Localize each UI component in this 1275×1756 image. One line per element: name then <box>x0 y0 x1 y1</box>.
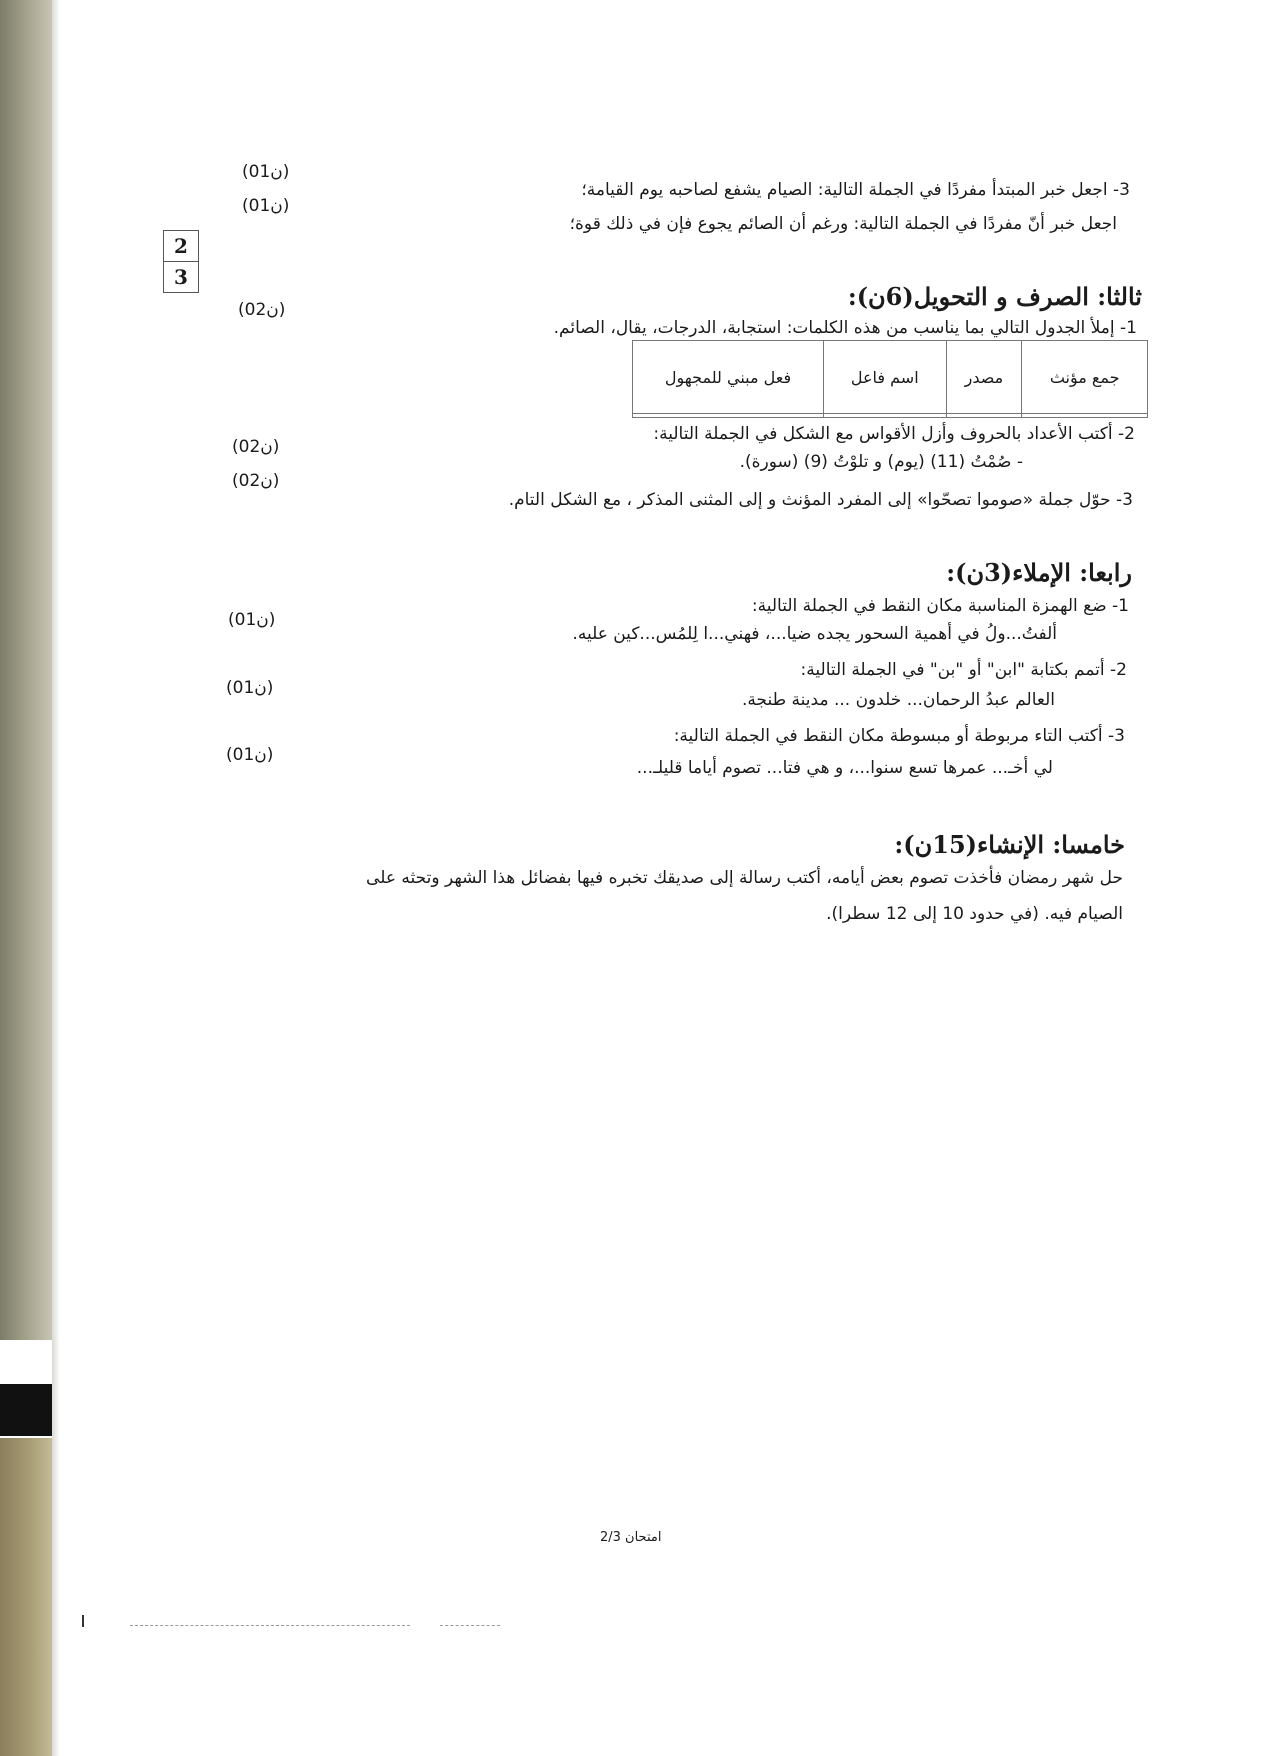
q2-3b-text: اجعل خبر أنّ مفردًا في الجملة التالية: ورغم أن الصائم يجوع فإن في ذلك قوة؛ <box>569 214 1117 234</box>
s4-q2-sentence: العالم عبدُ الرحمان... خلدون ... مدينة طنجة. <box>741 690 1055 710</box>
s4-q3-sentence: لي أخـ... عمرها تسع سنوا...، و هي فتا... تصوم أياما قليلـ... <box>636 758 1053 778</box>
page-footer: امتحان 2/3 <box>600 1530 662 1545</box>
s3-q3-text: 3- حوّل جملة «صوموا تصحّوا» إلى المفرد المؤنث و إلى المثنى المذكر ، مع الشكل التام. <box>508 490 1133 510</box>
scan-tick-mark <box>82 1615 84 1627</box>
s3-q2-text: 2- أكتب الأعداد بالحروف وأزل الأقواس مع الشكل في الجملة التالية: <box>653 424 1135 444</box>
s3-q3-mark: (02ن) <box>232 471 280 491</box>
table-answer-row <box>633 414 1148 418</box>
q2-3-text: 3- اجعل خبر المبتدأ مفردًا في الجملة التالية: الصيام يشفع لصاحبه يوم القيامة؛ <box>581 180 1130 200</box>
table-header-cell: مصدر <box>946 341 1022 414</box>
s4-q3-text: 3- أكتب التاء مربوطة أو مبسوطة مكان النقط في الجملة التالية: <box>673 726 1125 746</box>
scan-edge-top <box>0 0 52 1340</box>
table-answer-cell[interactable] <box>633 414 824 418</box>
score-box-3: 3 <box>163 261 199 293</box>
s4-q2-mark: (01ن) <box>226 678 274 698</box>
s3-q1-mark: (02ن) <box>238 300 286 320</box>
section3-heading: ثالثا: الصرف و التحويل(6ن): <box>847 282 1142 311</box>
score-box-2: 2 <box>163 230 199 262</box>
section5-heading: خامسا: الإنشاء(15ن): <box>894 830 1125 859</box>
s3-q2-sentence: - صُمْتُ (11) (يوم) و تلوْتُ (9) (سورة). <box>739 452 1023 472</box>
table-header-row <box>633 341 1148 414</box>
scan-dotted-line <box>130 1625 410 1627</box>
q2-3-mark: (01ن) <box>242 162 290 182</box>
table-header-cell: اسم فاعل <box>824 341 947 414</box>
scan-edge-bottom <box>0 1438 52 1756</box>
s4-q2-text: 2- أتمم بكتابة "ابن" أو "بن" في الجملة التالية: <box>800 660 1127 680</box>
table-answer-cell[interactable] <box>1022 414 1148 418</box>
table-header-cell: جمع مؤنث <box>1022 341 1148 414</box>
s4-q3-mark: (01ن) <box>226 745 274 765</box>
s5-prompt-line2: الصيام فيه. (في حدود 10 إلى 12 سطرا). <box>826 904 1123 924</box>
s4-q1-sentence: ألفتُ...ولُ في أهمية السحور يجده ضيا...، فهني...ا لِلمُس...كين عليه. <box>572 624 1057 644</box>
s3-q2-mark: (02ن) <box>232 437 280 457</box>
table-answer-cell[interactable] <box>824 414 947 418</box>
table-answer-cell[interactable] <box>946 414 1022 418</box>
scan-dotted-line <box>440 1625 500 1627</box>
s4-q1-mark: (01ن) <box>228 610 276 630</box>
q2-3b-mark: (01ن) <box>242 196 290 216</box>
s3-q1-text: 1- إملأ الجدول التالي بما يناسب من هذه الكلمات: استجابة، الدرجات، يقال، الصائم. <box>553 318 1137 338</box>
page-edge-shadow <box>52 0 60 1756</box>
section4-heading: رابعا: الإملاء(3ن): <box>946 558 1132 587</box>
morphology-table <box>632 340 1148 418</box>
scan-edge-black-mark <box>0 1384 52 1436</box>
s4-q1-text: 1- ضع الهمزة المناسبة مكان النقط في الجملة التالية: <box>751 596 1129 616</box>
s5-prompt-line1: حل شهر رمضان فأخذت تصوم بعض أيامه، أكتب رسالة إلى صديقك تخبره فيها بفضائل هذا الشهر وتحثه على <box>366 868 1123 888</box>
table-header-cell: فعل مبني للمجهول <box>633 341 824 414</box>
